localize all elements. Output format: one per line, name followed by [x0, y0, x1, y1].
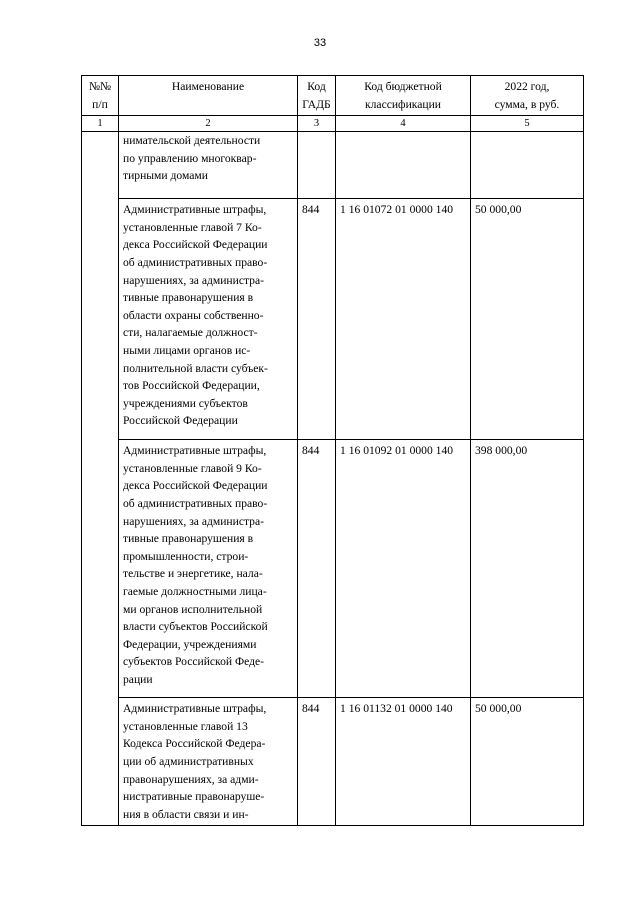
row-name-cell: Административные штрафы, установленные главой 13 Кодекса Российской Федера- ции об административных правонарушениях, за адми- нистративные правонаруше- ния в области связи и ин-	[119, 698, 298, 826]
row-kbk-cell: 1 16 01132 01 0000 140	[336, 698, 471, 826]
column-number: 1	[82, 116, 119, 132]
table-row	[82, 440, 584, 698]
table-header-row	[82, 76, 584, 116]
header-name: Наименование	[119, 76, 298, 116]
row-sum-cell: 50 000,00	[471, 698, 584, 826]
column-number: 4	[336, 116, 471, 132]
header-code: Код ГАДБ	[298, 76, 336, 116]
row-sum-cell: 398 000,00	[471, 440, 584, 698]
page-number: 33	[313, 37, 327, 49]
row-kbk-cell: 1 16 01072 01 0000 140	[336, 199, 471, 440]
row-code-cell: 844	[298, 440, 336, 698]
row-kbk-cell: 1 16 01092 01 0000 140	[336, 440, 471, 698]
column-number: 3	[298, 116, 336, 132]
table-row	[82, 132, 584, 199]
row-name-cell: Административные штрафы, установленные главой 9 Ко- декса Российской Федерации об административных право- нарушениях, за администра- тивные правонарушения в промышленности, строи- тельстве и энергетике, нала- гаемые должностными лица- ми органов исполнительной власти субъектов Российской Федерации, учреждениями субъектов Российской Феде- рации	[119, 440, 298, 698]
row-name-cell: Административные штрафы, установленные главой 7 Ко- декса Российской Федерации об административных право- нарушениях, за администра- тивные правонарушения в области охраны собственно- сти, налагаемые должност- ными лицами органов ис- полнительной власти субъек- тов Российской Федерации, учреждениями субъектов Российской Федерации	[119, 199, 298, 440]
column-number-row	[82, 116, 584, 132]
table-row	[82, 199, 584, 440]
header-kbk: Код бюджетной классификации	[336, 76, 471, 116]
header-num: №№ п/п	[82, 76, 119, 116]
row-sum-cell	[471, 132, 584, 199]
column-number: 5	[471, 116, 584, 132]
row-code-cell: 844	[298, 698, 336, 826]
budget-revenue-table	[81, 75, 584, 826]
header-sum: 2022 год, сумма, в руб.	[471, 76, 584, 116]
table-row	[82, 698, 584, 826]
row-number-cell	[82, 132, 119, 826]
row-kbk-cell	[336, 132, 471, 199]
row-code-cell: 844	[298, 199, 336, 440]
column-number: 2	[119, 116, 298, 132]
row-code-cell	[298, 132, 336, 199]
row-name-cell: нимательской деятельности по управлению многоквар- тирными домами	[119, 132, 298, 199]
row-sum-cell: 50 000,00	[471, 199, 584, 440]
